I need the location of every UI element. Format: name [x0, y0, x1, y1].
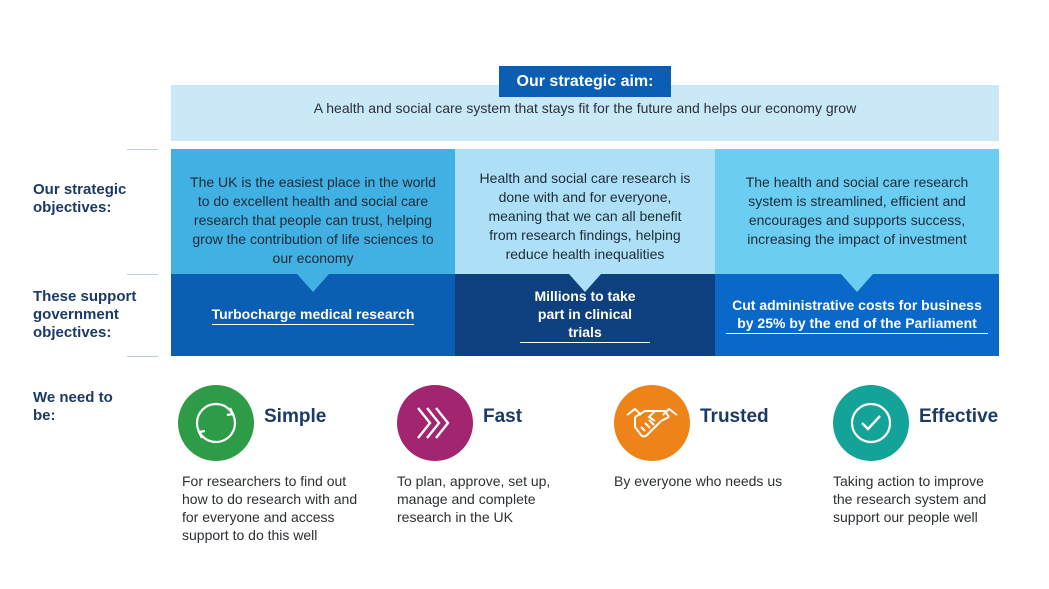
value-desc-effective: Taking action to improve the research system and support our people well [833, 473, 987, 525]
strategic-aim-text: A health and social care system that stays fit for the future and helps our economy grow [313, 100, 857, 116]
objective-card-1 [171, 149, 455, 274]
need-row-label: We need to be: [33, 389, 113, 424]
divider-line [127, 149, 158, 150]
strategic-aim-heading: Our strategic aim: [499, 66, 671, 97]
government-objective-text: Turbocharge medical research [212, 305, 415, 325]
value-desc-fast: To plan, approve, set up, manage and complete research in the UK [397, 473, 551, 525]
objective-card-2 [455, 149, 715, 274]
value-title-fast: Fast [483, 406, 523, 427]
objective-card-3 [715, 149, 999, 274]
value-title-simple: Simple [264, 406, 327, 427]
chevrons-right-icon [397, 385, 473, 461]
cycle-arrows-icon [178, 385, 254, 461]
check-circle-icon [833, 385, 909, 461]
value-title-trusted: Trusted [700, 406, 769, 427]
value-title-effective: Effective [919, 406, 999, 427]
government-objective-text: Cut administrative costs for business by 25% by the end of the Parliament [726, 296, 988, 334]
government-row-label: These support government objectives: [33, 288, 137, 341]
pointer-notch [569, 274, 601, 292]
objective-text: The health and social care research system is streamlined, efficient and encourages and supports success, increasing the impact of investment [745, 174, 969, 247]
pointer-notch [297, 274, 329, 292]
divider-line [127, 274, 158, 275]
value-desc-simple: For researchers to find out how to do research with and for everyone and access support to do this well [182, 473, 358, 543]
handshake-icon [614, 385, 690, 461]
objectives-row-label: Our strategic objectives: [33, 181, 127, 216]
divider-line [127, 356, 158, 357]
pointer-notch [841, 274, 873, 292]
objective-text: The UK is the easiest place in the world to do excellent health and social care research that people can trust, helping grow the contribution of life sciences to our economy [190, 174, 436, 266]
objective-text: Health and social care research is done with and for everyone, meaning that we can all benefit from research findings, helping reduce health inequalities [479, 170, 691, 262]
value-desc-trusted: By everyone who needs us [614, 473, 783, 489]
government-objective-text: Millions to take part in clinical trials [520, 287, 650, 343]
